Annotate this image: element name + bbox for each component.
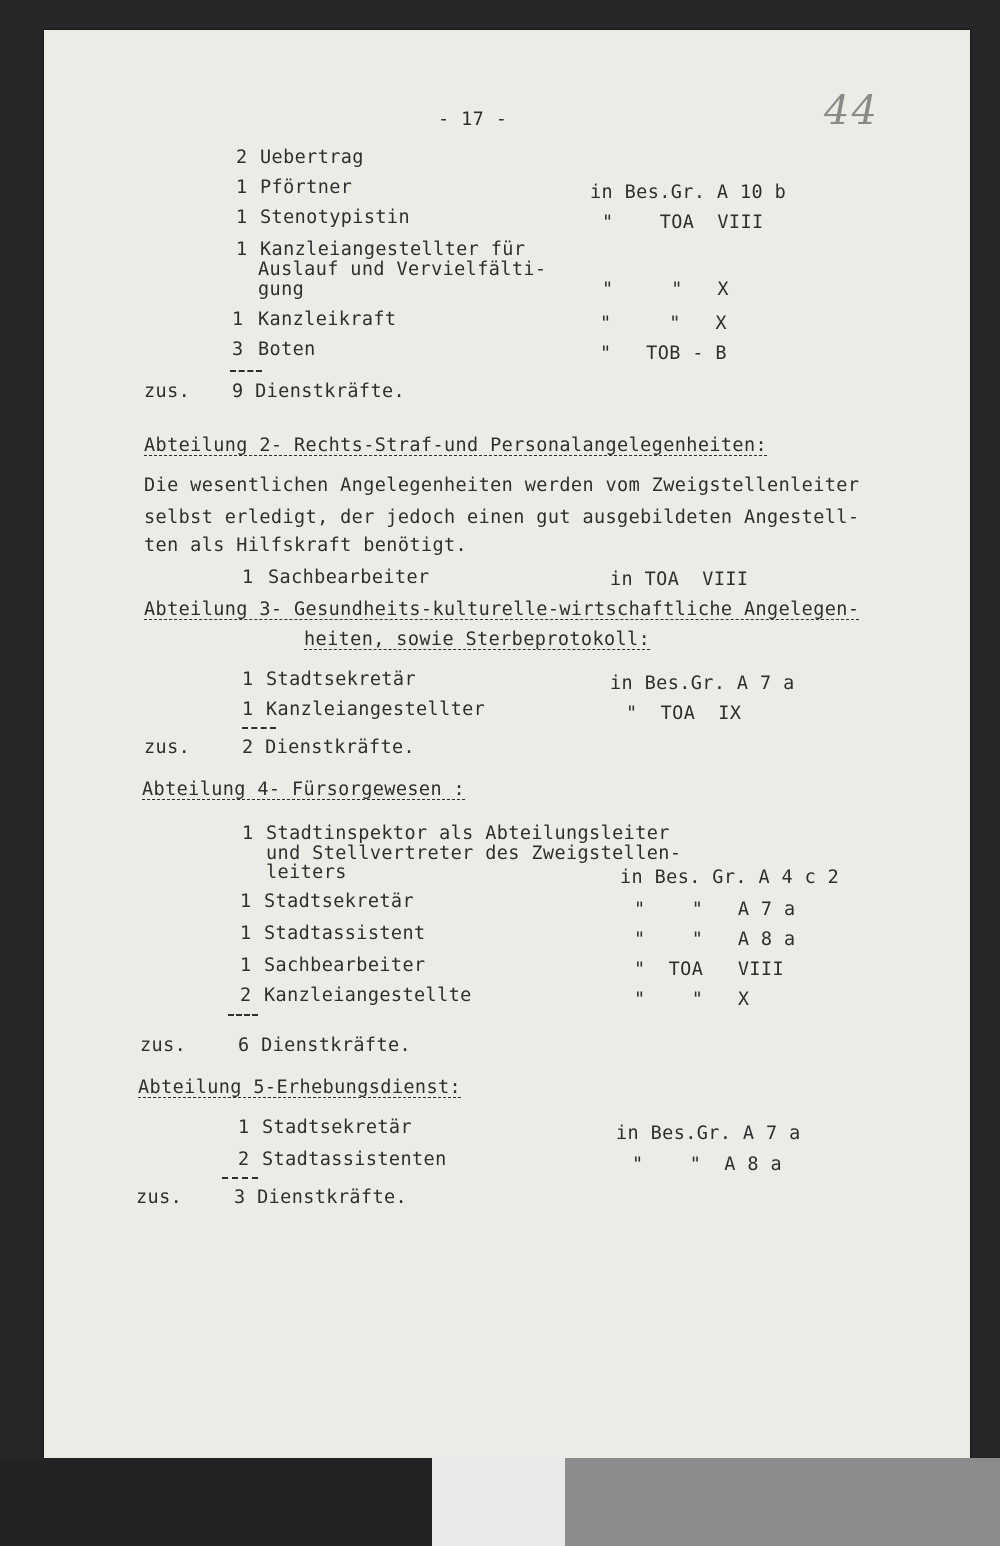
row-grade: " " X: [634, 989, 750, 1010]
row-count: 1: [242, 669, 254, 690]
scan-color-patch-gray: [565, 1458, 1000, 1546]
section-heading: Abteilung 2- Rechts-Straf-und Personalangelegenheiten:: [144, 435, 768, 456]
row-label: Stadtsekretär: [266, 669, 416, 690]
row-label: Kanzleiangestellte: [264, 985, 472, 1006]
row-count: 1: [242, 823, 254, 844]
total-staff: 9 Dienstkräfte.: [232, 381, 406, 402]
row-grade: in Bes.Gr. A 10 b: [590, 182, 787, 203]
scan-color-patch-light: [432, 1458, 565, 1546]
carry-count: 2: [236, 147, 248, 168]
row-grade: " " A 7 a: [634, 899, 796, 920]
carry-label: Uebertrag: [260, 147, 364, 168]
row-label: Sachbearbeiter: [268, 567, 430, 588]
row-grade: in Bes.Gr. A 7 a: [610, 673, 795, 694]
row-count: 2: [240, 985, 252, 1006]
row-grade: in Bes.Gr. A 7 a: [616, 1123, 801, 1144]
section-heading: Abteilung 4- Fürsorgewesen :: [142, 779, 466, 800]
row-count: 1: [232, 309, 244, 330]
row-count: 1: [242, 699, 254, 720]
row-label: Stadtinspektor als Abteilungsleiter: [266, 823, 670, 844]
row-label: Boten: [258, 339, 316, 360]
row-label: Stadtsekretär: [262, 1117, 412, 1138]
row-count: 1: [236, 177, 248, 198]
row-count: 1: [240, 923, 252, 944]
total-prefix: zus.: [136, 1187, 183, 1208]
section-heading: Abteilung 3- Gesundheits-kulturelle-wirtschaftliche Angelegen-: [144, 599, 860, 620]
total-prefix: zus.: [144, 381, 191, 402]
row-grade: in Bes. Gr. A 4 c 2: [620, 867, 840, 888]
row-label: Kanzleiangestellter für: [260, 239, 526, 260]
row-grade: " TOA IX: [626, 703, 742, 724]
row-label: Auslauf und Vervielfälti-: [258, 259, 547, 280]
row-count: 1: [240, 955, 252, 976]
total-staff: 3 Dienstkräfte.: [234, 1187, 408, 1208]
row-count: 1: [238, 1117, 250, 1138]
row-label: gung: [258, 279, 305, 300]
total-prefix: zus.: [144, 737, 191, 758]
paragraph-line: ten als Hilfskraft benötigt.: [144, 535, 468, 556]
row-grade: " " A 8 a: [634, 929, 796, 950]
row-label: Stenotypistin: [260, 207, 410, 228]
section-heading: heiten, sowie Sterbeprotokoll:: [304, 629, 651, 650]
row-grade: in TOA VIII: [610, 569, 749, 590]
row-label: Kanzleikraft: [258, 309, 397, 330]
row-grade: " " A 8 a: [632, 1154, 782, 1175]
row-label: Pförtner: [260, 177, 353, 198]
row-label: Stadtassistent: [264, 923, 426, 944]
row-grade: " " X: [602, 279, 729, 300]
archive-number: 44: [824, 88, 879, 134]
page-number: - 17 -: [438, 109, 508, 130]
sum-line: [228, 1014, 258, 1016]
row-count: 1: [236, 207, 248, 228]
row-label: Kanzleiangestellter: [266, 699, 486, 720]
total-staff: 6 Dienstkräfte.: [238, 1035, 412, 1056]
total-staff: 2 Dienstkräfte.: [242, 737, 416, 758]
row-count: 1: [242, 567, 254, 588]
row-label: Stadtassistenten: [262, 1149, 447, 1170]
section-heading: Abteilung 5-Erhebungsdienst:: [138, 1077, 462, 1098]
sum-line: [222, 1177, 258, 1179]
sum-line: [230, 370, 262, 372]
row-label: Sachbearbeiter: [264, 955, 426, 976]
row-label: leiters: [266, 862, 347, 883]
row-count: 1: [236, 239, 248, 260]
row-grade: " " X: [600, 313, 727, 334]
row-grade: " TOA VIII: [602, 212, 764, 233]
row-count: 1: [240, 891, 252, 912]
row-count: 3: [232, 339, 244, 360]
paragraph-line: Die wesentlichen Angelegenheiten werden vom Zweigstellenleiter: [144, 475, 860, 496]
sum-line: [242, 727, 276, 729]
row-count: 2: [238, 1149, 250, 1170]
paragraph-line: selbst erledigt, der jedoch einen gut ausgebildeten Angestell-: [144, 507, 860, 528]
total-prefix: zus.: [140, 1035, 187, 1056]
row-label: und Stellvertreter des Zweigstellen-: [266, 843, 682, 864]
row-grade: " TOA VIII: [634, 959, 784, 980]
row-label: Stadtsekretär: [264, 891, 414, 912]
row-grade: " TOB - B: [600, 343, 727, 364]
